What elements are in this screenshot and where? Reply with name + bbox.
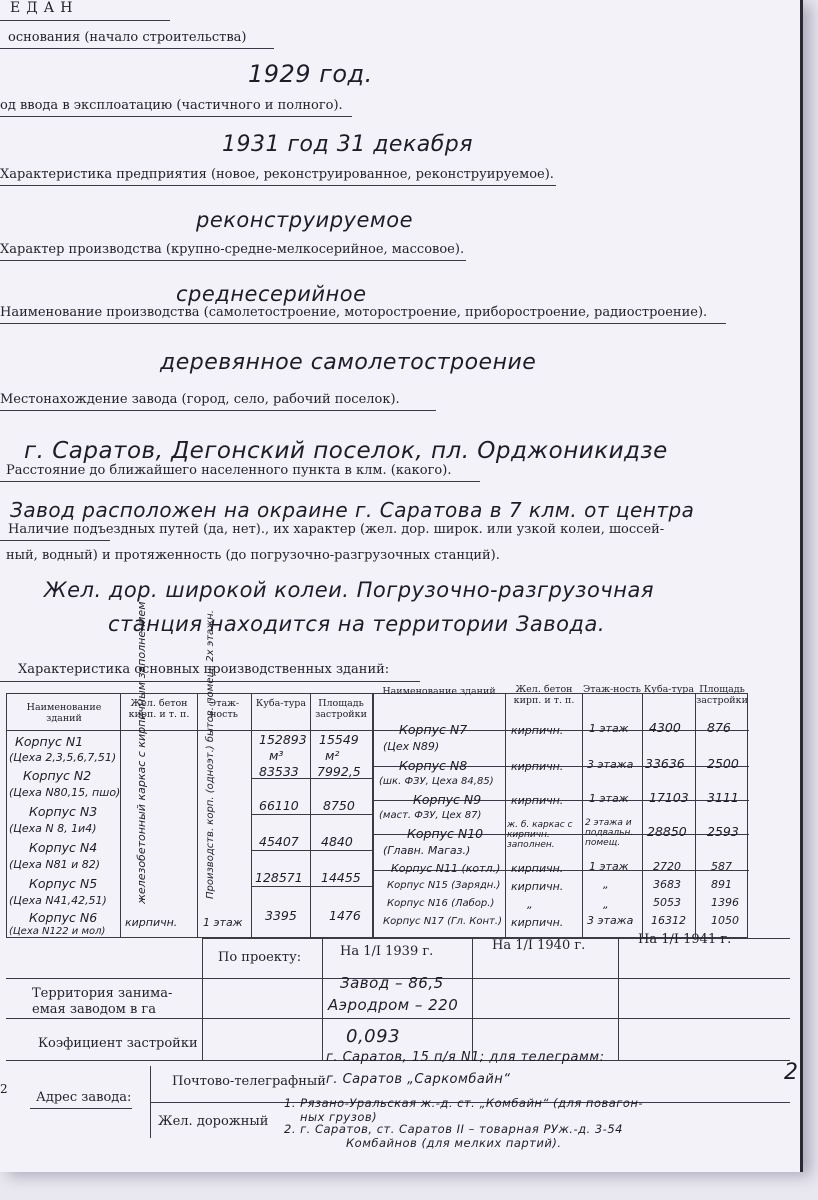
area-value: 14455 (321, 870, 361, 885)
building-name: Корпус N9 (413, 792, 482, 807)
area-value: 1476 (329, 908, 361, 923)
field-rule (0, 323, 726, 324)
rail-line-2b: Комбайнов (для мелких партий). (346, 1136, 562, 1150)
volume-value: 83533 (259, 764, 299, 779)
field-rule (0, 410, 436, 411)
field-label-production-type: Характер производства (крупно-средне-мелкосерийное, массовое). (0, 242, 465, 257)
field-label-enterprise-type: Характеристика предприятия (новое, реконструированное, реконструируемое). (0, 167, 554, 182)
field-rule (0, 481, 480, 482)
field-value-access-roads-2: станция находится на территории Завода. (108, 612, 605, 636)
field-label-access-roads: Наличие подъездных путей (да, нет)., их характер (жел. дор. широк. или узкой колеи, шоссей- (8, 522, 665, 537)
margin-number: 2 (0, 1082, 8, 1096)
building-material: кирпичн. (511, 724, 564, 737)
postal-label: Почтово-телеграфный (172, 1074, 326, 1089)
field-label-access-roads-cont: ный, водный) и протяженность (до погрузочно-разгрузочных станций). (6, 548, 500, 563)
rail-line-1b: ных грузов) (300, 1110, 378, 1124)
col-1941: На 1/I 1941 г. (638, 932, 732, 947)
building-name: Корпус N8 (399, 758, 468, 773)
building-name: Корпус N7 (399, 722, 468, 737)
building-floors: 3 этажа (587, 914, 634, 927)
building-volume: 5053 (653, 896, 681, 909)
building-name: Корпус N6 (29, 910, 98, 925)
field-value-location: г. Саратов, Дегонский поселок, пл. Орджоникидзе (24, 438, 668, 464)
building-material: „ (527, 898, 533, 911)
field-label-founding: основания (начало строительства) (8, 30, 247, 45)
field-rule (0, 260, 466, 261)
col-project: По проекту: (218, 950, 302, 965)
building-name: Корпус N16 (Лабор.) (387, 898, 495, 909)
territory-value-airfield: Аэродром – 220 (328, 996, 459, 1014)
building-name: Корпус N10 (407, 826, 484, 841)
building-floors: 2 этажа и подвальн. помещ. (585, 818, 634, 848)
building-name: Корпус N1 (15, 734, 84, 749)
address-label: Адрес завода: (36, 1090, 132, 1105)
material-note-rotated: железобетонный каркас с кирпичным заполнением (135, 601, 148, 904)
field-label-commissioning: од ввода в эксплоатацию (частичного и полного). (0, 98, 343, 113)
building-area: 3111 (707, 790, 739, 805)
col-header-material: Жел. бетон кирп. и т. п. (128, 698, 190, 720)
building-name: Корпус N11 (котл.) (391, 862, 501, 875)
building-volume: 33636 (645, 756, 685, 771)
building-floors: „ (603, 878, 609, 891)
building-area: 587 (711, 860, 732, 873)
area-value: 4840 (321, 834, 353, 849)
postal-line-2: г. Саратов „Саркомбайн“ (326, 1072, 511, 1087)
building-volume: 3683 (653, 878, 681, 891)
building-sub: (маст. ФЗУ, Цех 87) (379, 810, 482, 821)
area-value: 15549 (319, 732, 359, 747)
building-sub: (Цеха N 8, 1и4) (9, 822, 97, 835)
coefficient-value: 0,093 (346, 1026, 401, 1047)
building-sub: (Цех N89) (383, 740, 440, 753)
field-label-location: Местонахождение завода (город, село, рабочий поселок). (0, 392, 400, 407)
territory-label-2: емая заводом в га (32, 1002, 156, 1017)
field-value-commissioning: 1931 год 31 декабря (222, 132, 473, 157)
area-value: 7992,5 (317, 764, 361, 779)
building-sub: (Цеха N81 и 82) (9, 858, 101, 871)
header-rule (0, 20, 170, 21)
col-header-area: Площадь застройки (315, 698, 367, 720)
floors-note-rotated: Производств. корп. (одноэт.) бытов. помещ. 2х этажн. (205, 610, 216, 899)
volume-value: 66110 (259, 798, 299, 813)
field-rule (0, 116, 352, 117)
building-sub: (Цеха N80,15, пшо) (9, 786, 121, 799)
field-rule (0, 48, 274, 49)
building-name: Корпус N2 (23, 768, 92, 783)
col-header-area-right: Площадь застройки (696, 684, 748, 706)
building-volume: 2720 (653, 860, 681, 873)
building-floors: „ (603, 898, 609, 911)
territory-value-plant: Завод – 86,5 (340, 974, 444, 992)
field-value-production-type: среднесерийное (176, 282, 367, 306)
volume-value: 45407 (259, 834, 299, 849)
building-area: 876 (707, 720, 731, 735)
building-name: Корпус N4 (29, 840, 98, 855)
building-name: Корпус N5 (29, 876, 98, 891)
building-volume: 17103 (649, 790, 689, 805)
building-material: кирпичн. (511, 794, 564, 807)
building-material: кирпичн. (511, 916, 564, 929)
field-value-distance: Завод расположен на окраине г. Саратова в 7 клм. от центра (10, 498, 695, 522)
building-name: Корпус N15 (Зарядн.) (387, 880, 501, 891)
volume-value: 128571 (255, 870, 303, 885)
building-area: 1396 (711, 896, 739, 909)
building-area: 2500 (707, 756, 739, 771)
field-label-distance: Расстояние до ближайшего населенного пункта в клм. (какого). (6, 463, 452, 478)
field-rule (0, 185, 556, 186)
building-sub: (Главн. Магаз.) (383, 844, 471, 857)
field-rule (0, 540, 110, 541)
building-volume: 4300 (649, 720, 681, 735)
building-sub: (Цеха N122 и мол) (9, 926, 106, 937)
territory-label-1: Территория занима- (32, 986, 173, 1001)
field-value-enterprise-type: реконструируемое (196, 208, 413, 232)
floors-last: 1 этаж (203, 916, 243, 929)
rail-label: Жел. дорожный (158, 1114, 269, 1129)
material-last: кирпичн. (125, 916, 178, 929)
volume-value: 152893 (259, 732, 307, 747)
rail-line-2: 2. г. Саратов, ст. Саратов II – товарная РУж.-д. 3-54 (284, 1122, 623, 1136)
col-header-floors: Этаж-ность (208, 698, 240, 720)
col-header-material-right: Жел. бетон кирп. и т. п. (513, 684, 575, 706)
building-area: 2593 (707, 824, 739, 839)
building-name: Корпус N3 (29, 804, 98, 819)
page-header-fragment: ЕДАН (10, 0, 79, 16)
col-1940: На 1/I 1940 г. (492, 938, 586, 953)
building-area: 1050 (711, 914, 739, 927)
building-volume: 28850 (647, 824, 687, 839)
rail-line-1: 1. Рязано-Уральская ж.-д. ст. „Комбайн“ (для повагон- (284, 1096, 644, 1110)
building-material: кирпичн. (511, 760, 564, 773)
postal-line-1: г. Саратов, 15 п/я N1; для телеграмм: (326, 1050, 605, 1065)
field-label-production-name: Наименование производства (самолетостроение, моторостроение, приборостроение, радиостроение). (0, 305, 708, 320)
building-sub: (шк. ФЗУ, Цеха 84,85) (379, 776, 494, 787)
building-floors: 3 этажа (587, 758, 634, 771)
building-floors: 1 этаж (589, 722, 629, 735)
building-volume: 16312 (651, 914, 686, 927)
col-1939: На 1/I 1939 г. (340, 944, 434, 959)
area-unit: м² (325, 748, 340, 763)
col-header-floors-right: Этаж-ность (583, 684, 641, 695)
building-name: Корпус N17 (Гл. Конт.) (383, 916, 502, 927)
territory-table (6, 932, 790, 1061)
building-area: 891 (711, 878, 732, 891)
col-header-name-right: Наименование зданий (382, 686, 496, 697)
building-floors: 1 этаж (589, 860, 629, 873)
col-header-volume-right: Куба-тура (643, 684, 695, 695)
address-box (150, 1050, 790, 1150)
building-material: кирпичн. (511, 880, 564, 893)
building-material: ж. б. каркас с кирпичн. заполнен. (507, 820, 573, 850)
area-value: 8750 (323, 798, 355, 813)
volume-value: 3395 (265, 908, 297, 923)
coefficient-label: Коэфициент застройки (38, 1036, 198, 1051)
col-header-name: Наименование зданий (26, 702, 102, 724)
building-material: кирпичн. (511, 862, 564, 875)
building-floors: 1 этаж (589, 792, 629, 805)
field-value-access-roads-1: Жел. дор. широкой колеи. Погрузочно-разгрузочная (44, 578, 654, 602)
col-header-volume: Куба-тура (255, 698, 307, 709)
volume-unit: м³ (269, 748, 284, 763)
field-value-production-name: деревянное самолетостроение (160, 350, 537, 375)
page-number: 2 (784, 1060, 799, 1085)
buildings-table-title: Характеристика основных производственных зданий: (18, 662, 390, 677)
field-value-founding: 1929 год. (248, 60, 373, 88)
building-sub: (Цеха 2,3,5,6,7,51) (9, 751, 117, 764)
building-sub: (Цеха N41,42,51) (9, 894, 107, 907)
